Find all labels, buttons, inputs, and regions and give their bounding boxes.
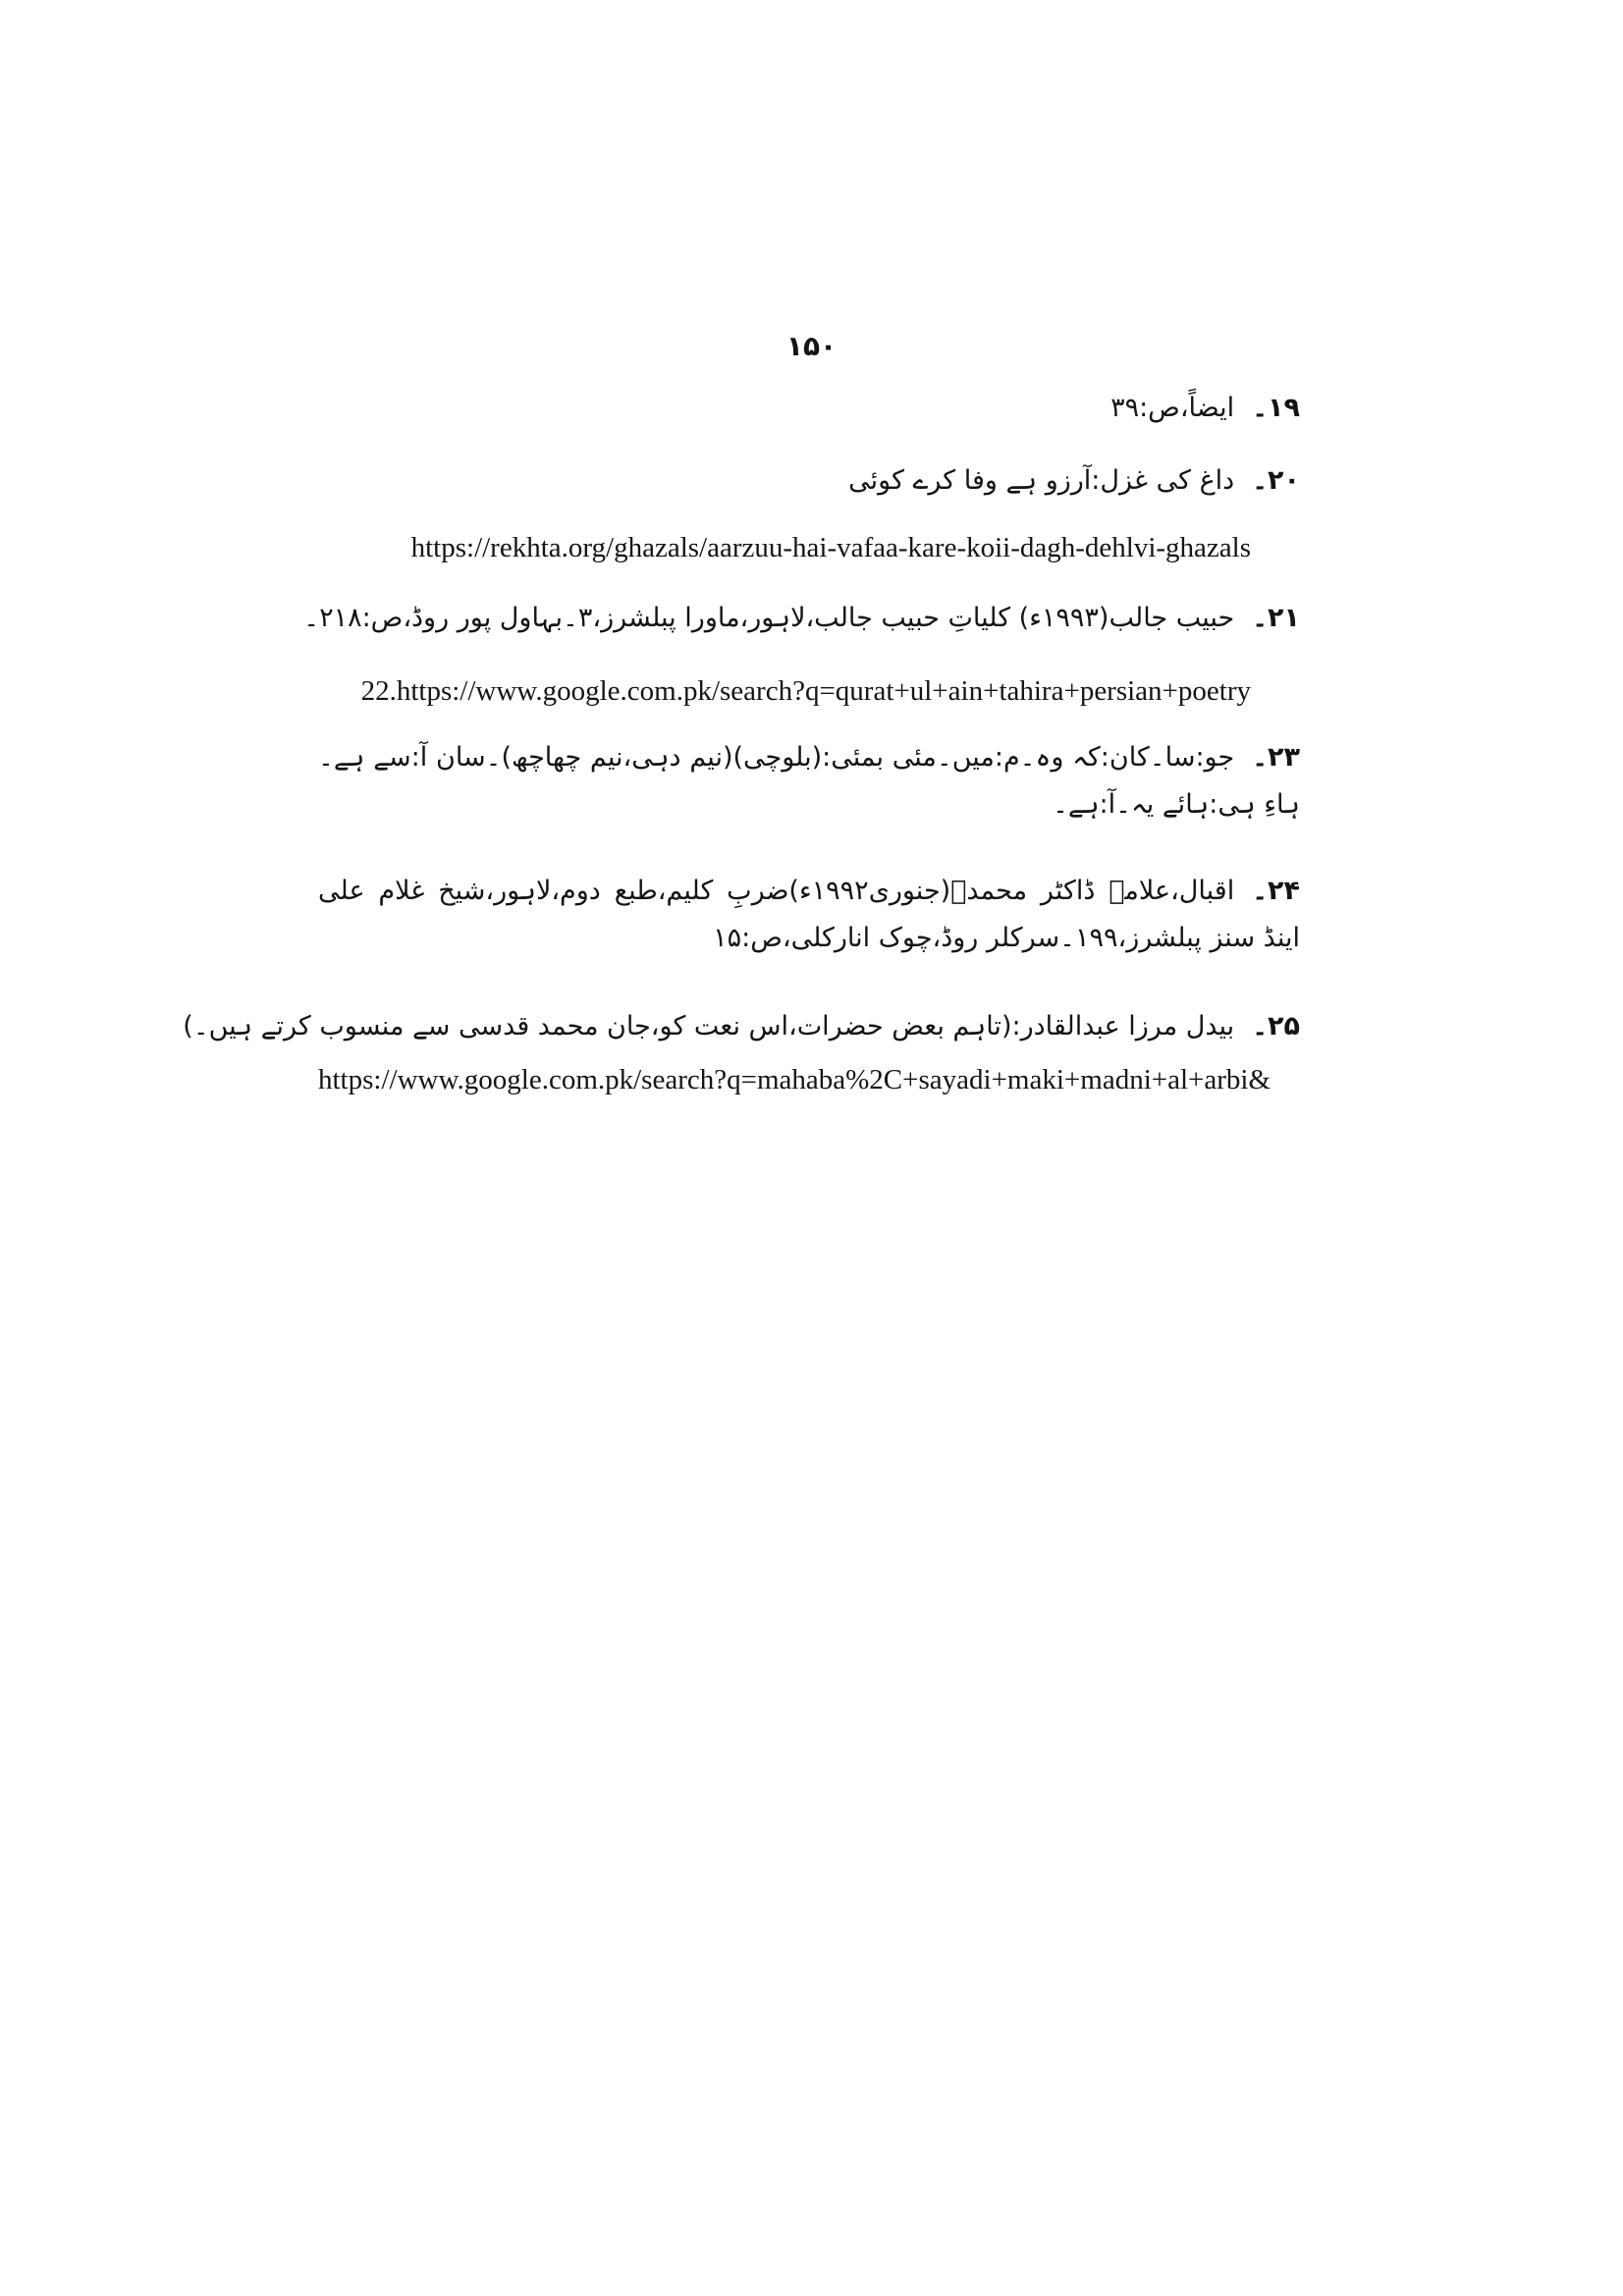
footnote-number: ۲۱۔ xyxy=(1252,603,1300,633)
footnote-19 xyxy=(318,385,1300,432)
footnote-text: اقبال،علامہ ڈاکٹر محمدؒ(جنوری۱۹۹۲ء)ضربِ کلیم،طبع دوم،لاہور،شیخ غلام علی اینڈ سنز پبلشرز،۱۹۹۔سرکلر روڈ،چوک انارکلی،ص:۱۵ xyxy=(318,876,1300,953)
footnote-21 xyxy=(303,595,1300,642)
footnote-text: بیدل مرزا عبدالقادر:(تاہم بعض حضرات،اس نعت کو،جان محمد قدسی سے منسوب کرتے ہیں۔) xyxy=(183,1011,1235,1041)
footnote-24 xyxy=(318,868,1300,962)
footnote-20 xyxy=(318,457,1300,505)
footnote-number: ۱۹۔ xyxy=(1252,393,1300,423)
footnote-22-link[interactable]: 22.https://www.google.com.pk/search?q=qurat+ul+ain+tahira+persian+poetry xyxy=(360,675,1251,707)
footnote-number: ۲۰۔ xyxy=(1252,465,1300,496)
footnote-number: ۲۴۔ xyxy=(1252,876,1300,906)
footnote-25-link[interactable]: https://www.google.com.pk/search?q=mahaba%2C+sayadi+maki+madni+al+arbi& xyxy=(318,1064,1271,1095)
footnote-23 xyxy=(318,734,1300,828)
footnote-number: ۲۳۔ xyxy=(1252,742,1300,773)
footnote-text: جو:سا۔کان:کہ وہ۔م:میں۔مئی بمئی:(بلوچی)(نیم دہی،نیم چھاچھ)۔سان آ:سے ہے۔ہاءِ ہی:ہائے یہ۔آ:ہے۔ xyxy=(318,742,1300,820)
rekhta-ghazal-link[interactable]: https://rekhta.org/ghazals/aarzuu-hai-vafaa-kare-koii-dagh-dehlvi-ghazals xyxy=(410,532,1251,563)
page-number: ۱۵۰ xyxy=(785,330,838,362)
footnote-number: ۲۵۔ xyxy=(1252,1011,1300,1041)
footnote-text: داغ کی غزل:آرزو ہے وفا کرے کوئی xyxy=(848,465,1235,496)
footnote-text: ایضاً،ص:۳۹ xyxy=(1110,393,1235,423)
footnote-text: حبیب جالب(۱۹۹۳ء) کلیاتِ حبیب جالب،لاہور،ماورا پبلشرز،۳۔بہاول پور روڈ،ص:۲۱۸۔ xyxy=(303,603,1235,633)
footnote-25 xyxy=(183,1003,1300,1050)
